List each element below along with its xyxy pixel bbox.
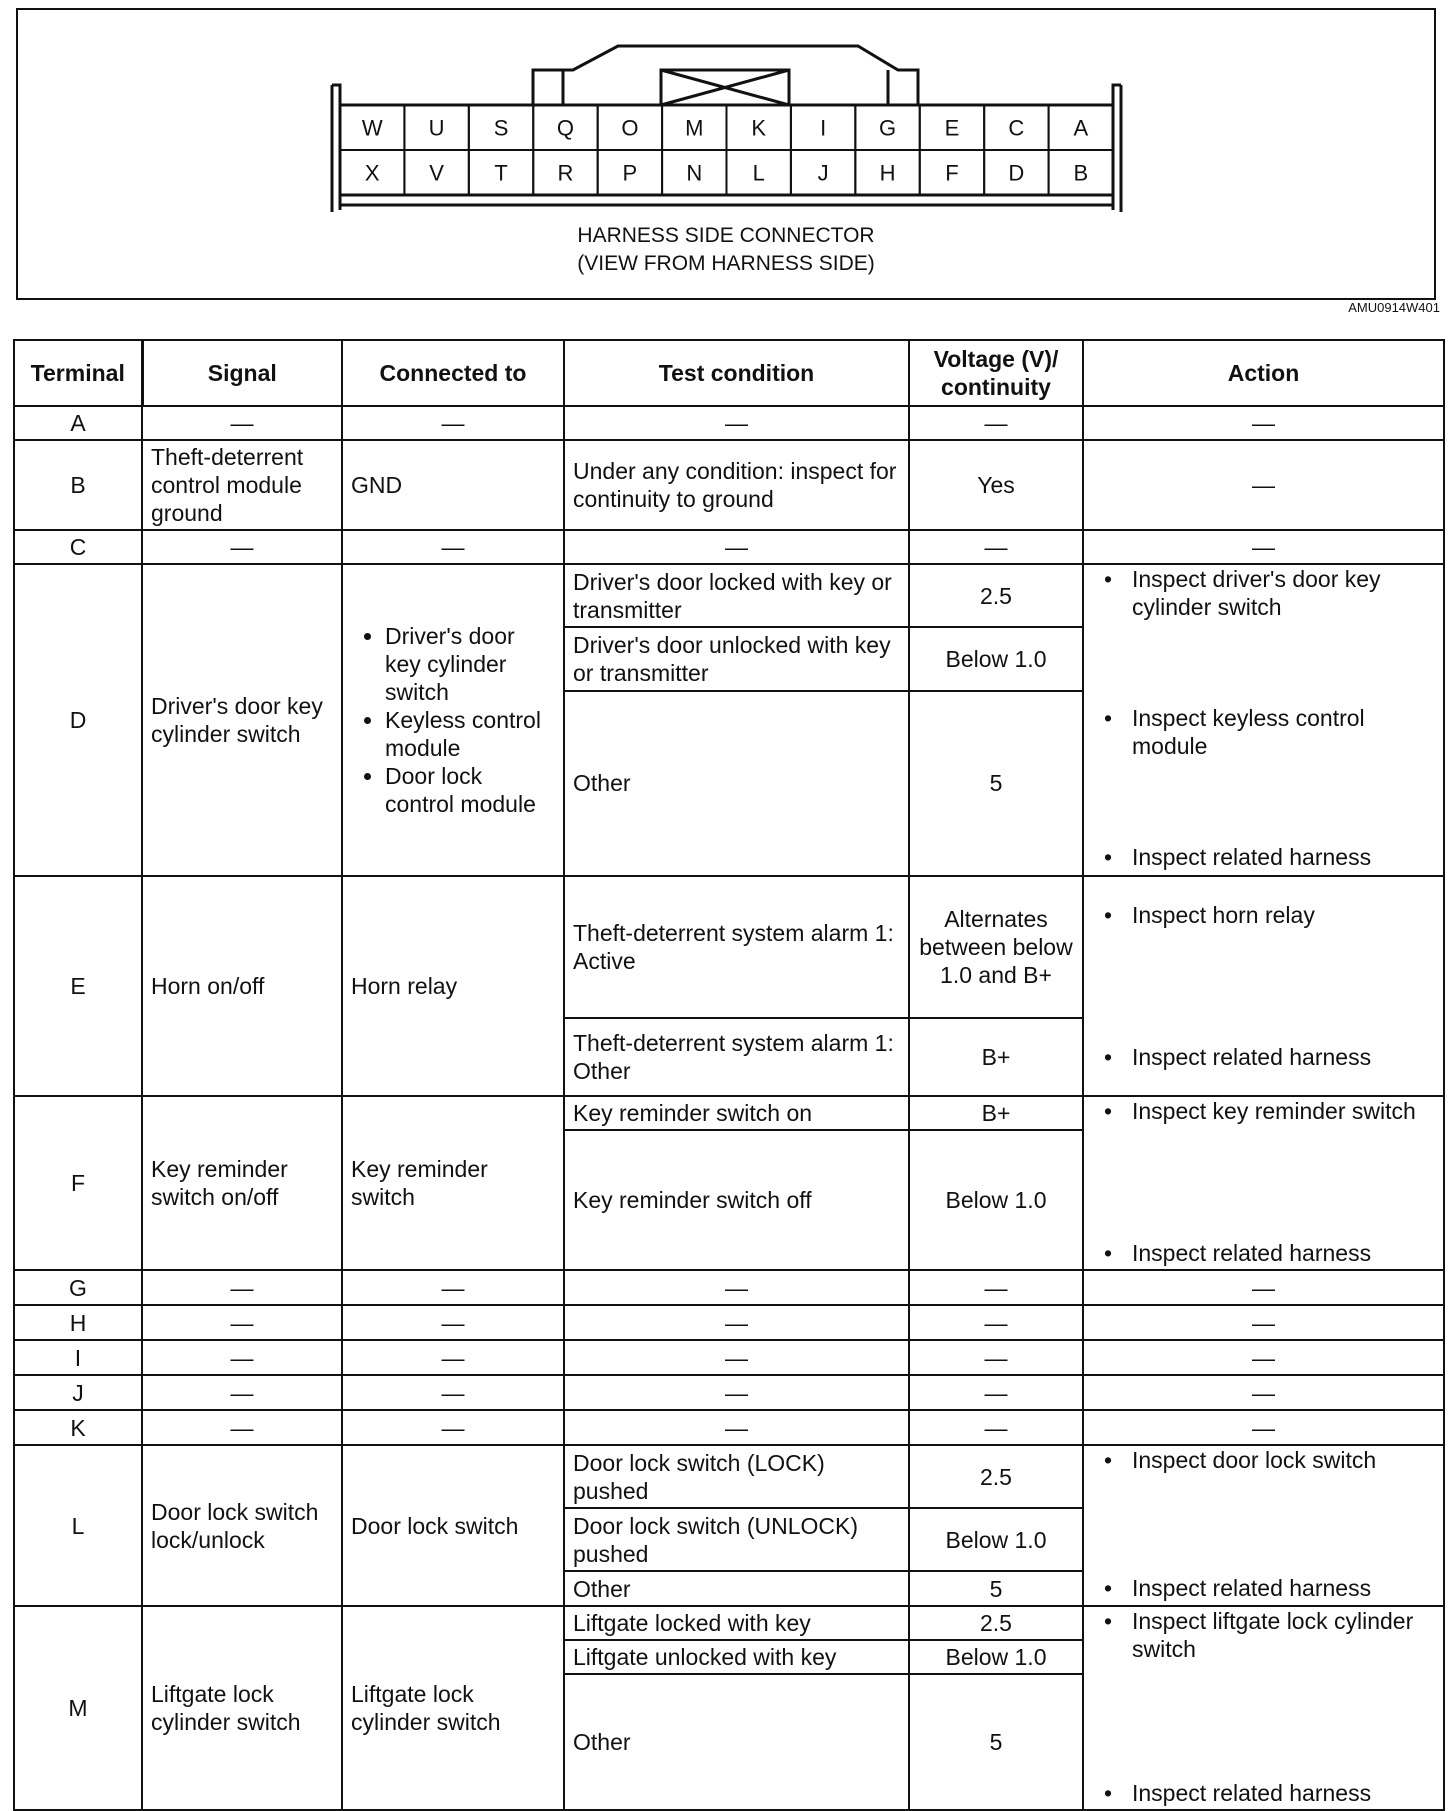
condition-cell: Driver's door unlocked with key or transmitter bbox=[564, 627, 909, 690]
value-cell: Below 1.0 bbox=[909, 1640, 1083, 1674]
list-item: • Inspect related harness bbox=[1092, 1574, 1435, 1602]
connected-cell: — bbox=[342, 1375, 564, 1410]
value-cell: — bbox=[909, 1340, 1083, 1375]
condition-cell: — bbox=[564, 1270, 909, 1305]
pin-label-q: Q bbox=[556, 115, 575, 141]
connected-cell: — bbox=[342, 406, 564, 440]
pin-label-m: M bbox=[685, 115, 704, 141]
action-list bbox=[1092, 1446, 1435, 1602]
value-cell: Below 1.0 bbox=[909, 1130, 1083, 1270]
pin-label-b: B bbox=[1073, 160, 1089, 186]
pin-label-k: K bbox=[751, 115, 767, 141]
connected-cell: — bbox=[342, 1340, 564, 1375]
pin-label-c: C bbox=[1008, 115, 1025, 141]
pin-label-j: J bbox=[817, 160, 829, 186]
signal-cell: Key reminder switch on/off bbox=[142, 1096, 342, 1270]
signal-cell: — bbox=[142, 1270, 342, 1305]
signal-cell: — bbox=[142, 406, 342, 440]
value-cell: Below 1.0 bbox=[909, 627, 1083, 690]
value-cell: — bbox=[909, 1305, 1083, 1340]
connected-cell: GND bbox=[342, 440, 564, 530]
connected-cell: — bbox=[342, 1410, 564, 1445]
terminal-cell: M bbox=[14, 1606, 142, 1810]
connected-cell: Liftgate lock cylinder switch bbox=[342, 1606, 564, 1810]
condition-cell: Door lock switch (LOCK) pushed bbox=[564, 1445, 909, 1508]
pin-label-g: G bbox=[878, 115, 897, 141]
pin-label-v: V bbox=[429, 160, 444, 186]
action-cell bbox=[1083, 1606, 1444, 1810]
value-cell: — bbox=[909, 530, 1083, 564]
table-row-d bbox=[14, 564, 1444, 627]
pin-label-u: U bbox=[428, 115, 445, 141]
caption-line-2: (VIEW FROM HARNESS SIDE) bbox=[577, 252, 875, 275]
pin-label-l: L bbox=[752, 160, 765, 186]
table-row-c bbox=[14, 530, 1444, 564]
connected-list bbox=[343, 622, 555, 818]
condition-cell: Liftgate locked with key bbox=[564, 1606, 909, 1640]
connected-cell: Door lock switch bbox=[342, 1445, 564, 1606]
list-item: • Inspect horn relay bbox=[1092, 901, 1435, 929]
value-cell: — bbox=[909, 1375, 1083, 1410]
pin-label-e: E bbox=[944, 115, 960, 141]
pin-label-i: I bbox=[820, 115, 827, 141]
connected-cell: — bbox=[342, 1270, 564, 1305]
pin-label-p: P bbox=[622, 160, 638, 186]
condition-cell: — bbox=[564, 406, 909, 440]
terminal-table bbox=[13, 339, 1445, 1811]
action-cell bbox=[1083, 1096, 1444, 1270]
table-row-j bbox=[14, 1375, 1444, 1410]
list-item: • Inspect related harness bbox=[1092, 843, 1435, 871]
list-item: • Inspect driver's door key cylinder switch bbox=[1092, 565, 1435, 621]
value-cell: — bbox=[909, 1410, 1083, 1445]
signal-cell: Liftgate lock cylinder switch bbox=[142, 1606, 342, 1810]
action-cell: — bbox=[1083, 1375, 1444, 1410]
value-cell: 2.5 bbox=[909, 1445, 1083, 1508]
pin-label-a: A bbox=[1073, 115, 1089, 141]
condition-cell: — bbox=[564, 1410, 909, 1445]
list-item: • Inspect key reminder switch bbox=[1092, 1097, 1435, 1125]
list-item: • Inspect related harness bbox=[1092, 1239, 1435, 1267]
pin-grid bbox=[340, 105, 1113, 195]
table-row-l bbox=[14, 1445, 1444, 1508]
list-item: • Inspect door lock switch bbox=[1092, 1446, 1435, 1474]
condition-cell: Theft-deterrent system alarm 1: Other bbox=[564, 1018, 909, 1096]
table-row-e bbox=[14, 876, 1444, 1018]
pin-label-w: W bbox=[361, 115, 383, 141]
condition-cell: Other bbox=[564, 1674, 909, 1810]
terminal-cell: C bbox=[14, 530, 142, 564]
connector-caption bbox=[18, 222, 1434, 278]
terminal-cell: B bbox=[14, 440, 142, 530]
action-cell: — bbox=[1083, 1340, 1444, 1375]
action-cell bbox=[1083, 876, 1444, 1096]
terminal-cell: A bbox=[14, 406, 142, 440]
condition-cell: Other bbox=[564, 691, 909, 876]
pin-label-f: F bbox=[945, 160, 959, 186]
list-item: • Keyless control module bbox=[385, 706, 555, 762]
condition-cell: — bbox=[564, 1340, 909, 1375]
action-cell: — bbox=[1083, 406, 1444, 440]
terminal-cell: D bbox=[14, 564, 142, 876]
signal-cell: — bbox=[142, 1375, 342, 1410]
action-cell: — bbox=[1083, 1305, 1444, 1340]
list-item: • Driver's door key cylinder switch bbox=[385, 622, 555, 706]
action-list bbox=[1092, 565, 1435, 871]
signal-cell: Driver's door key cylinder switch bbox=[142, 564, 342, 876]
condition-cell: Under any condition: inspect for continuity to ground bbox=[564, 440, 909, 530]
caption-line-1: HARNESS SIDE CONNECTOR bbox=[577, 224, 875, 247]
pin-label-x: X bbox=[364, 160, 380, 186]
condition-cell: Liftgate unlocked with key bbox=[564, 1640, 909, 1674]
table-row-h bbox=[14, 1305, 1444, 1340]
header-voltage bbox=[909, 340, 1083, 406]
signal-cell: Theft-deterrent control module ground bbox=[142, 440, 342, 530]
signal-cell: — bbox=[142, 1410, 342, 1445]
connected-cell bbox=[342, 564, 564, 876]
table-row-m bbox=[14, 1606, 1444, 1640]
signal-cell: — bbox=[142, 1305, 342, 1340]
table-row-b bbox=[14, 440, 1444, 530]
pin-label-s: S bbox=[493, 115, 509, 141]
action-cell: — bbox=[1083, 530, 1444, 564]
value-cell: Below 1.0 bbox=[909, 1508, 1083, 1571]
terminal-cell: I bbox=[14, 1340, 142, 1375]
action-list bbox=[1092, 877, 1435, 1095]
pin-label-t: T bbox=[494, 160, 508, 186]
condition-cell: Door lock switch (UNLOCK) pushed bbox=[564, 1508, 909, 1571]
connected-cell: Key reminder switch bbox=[342, 1096, 564, 1270]
pin-label-r: R bbox=[557, 160, 574, 186]
terminal-cell: G bbox=[14, 1270, 142, 1305]
value-cell: — bbox=[909, 406, 1083, 440]
header-voltage-line1: Voltage (V)/ bbox=[933, 346, 1059, 372]
connected-cell: — bbox=[342, 1305, 564, 1340]
connected-cell: — bbox=[342, 530, 564, 564]
header-action: Action bbox=[1083, 340, 1444, 406]
condition-cell: Key reminder switch off bbox=[564, 1130, 909, 1270]
pin-label-h: H bbox=[879, 160, 896, 186]
condition-cell: Driver's door locked with key or transmitter bbox=[564, 564, 909, 627]
action-list bbox=[1092, 1097, 1435, 1267]
header-test-condition: Test condition bbox=[564, 340, 909, 406]
terminal-cell: E bbox=[14, 876, 142, 1096]
value-cell: B+ bbox=[909, 1018, 1083, 1096]
terminal-cell: L bbox=[14, 1445, 142, 1606]
value-cell: Yes bbox=[909, 440, 1083, 530]
action-cell: — bbox=[1083, 1270, 1444, 1305]
table-row-g bbox=[14, 1270, 1444, 1305]
condition-cell: Key reminder switch on bbox=[564, 1096, 909, 1130]
condition-cell: Theft-deterrent system alarm 1: Active bbox=[564, 876, 909, 1018]
value-cell: 5 bbox=[909, 691, 1083, 876]
condition-cell: — bbox=[564, 1375, 909, 1410]
terminal-cell: F bbox=[14, 1096, 142, 1270]
value-cell: 5 bbox=[909, 1674, 1083, 1810]
pin-label-o: O bbox=[621, 115, 639, 141]
terminal-cell: K bbox=[14, 1410, 142, 1445]
condition-cell: Other bbox=[564, 1571, 909, 1606]
condition-cell: — bbox=[564, 530, 909, 564]
signal-cell: — bbox=[142, 530, 342, 564]
header-connected-to: Connected to bbox=[342, 340, 564, 406]
action-cell bbox=[1083, 1445, 1444, 1606]
signal-cell: Door lock switch lock/unlock bbox=[142, 1445, 342, 1606]
pin-label-n: N bbox=[686, 160, 703, 186]
header-terminal: Terminal bbox=[14, 340, 142, 406]
action-list bbox=[1092, 1607, 1435, 1807]
connected-cell: Horn relay bbox=[342, 876, 564, 1096]
list-item: • Inspect liftgate lock cylinder switch bbox=[1092, 1607, 1435, 1663]
value-cell: 2.5 bbox=[909, 564, 1083, 627]
terminal-cell: J bbox=[14, 1375, 142, 1410]
table-row-i bbox=[14, 1340, 1444, 1375]
header-voltage-line2: continuity bbox=[941, 374, 1051, 400]
terminal-cell: H bbox=[14, 1305, 142, 1340]
value-cell: Alternates between below 1.0 and B+ bbox=[909, 876, 1083, 1018]
table-row-a bbox=[14, 406, 1444, 440]
list-item: • Door lock control module bbox=[385, 762, 555, 818]
header-signal: Signal bbox=[142, 340, 342, 406]
connector-diagram bbox=[16, 8, 1436, 300]
pin-label-d: D bbox=[1008, 160, 1025, 186]
signal-cell: — bbox=[142, 1340, 342, 1375]
list-item: • Inspect related harness bbox=[1092, 1779, 1435, 1807]
value-cell: 5 bbox=[909, 1571, 1083, 1606]
value-cell: — bbox=[909, 1270, 1083, 1305]
condition-cell: — bbox=[564, 1305, 909, 1340]
list-item: • Inspect related harness bbox=[1092, 1043, 1435, 1071]
action-cell bbox=[1083, 564, 1444, 876]
figure-code: AMU0914W401 bbox=[1348, 300, 1440, 315]
action-cell: — bbox=[1083, 440, 1444, 530]
action-cell: — bbox=[1083, 1410, 1444, 1445]
table-row-k bbox=[14, 1410, 1444, 1445]
value-cell: 2.5 bbox=[909, 1606, 1083, 1640]
value-cell: B+ bbox=[909, 1096, 1083, 1130]
list-item: • Inspect keyless control module bbox=[1092, 704, 1435, 760]
header-row bbox=[14, 340, 1444, 406]
table-row-f bbox=[14, 1096, 1444, 1130]
signal-cell: Horn on/off bbox=[142, 876, 342, 1096]
